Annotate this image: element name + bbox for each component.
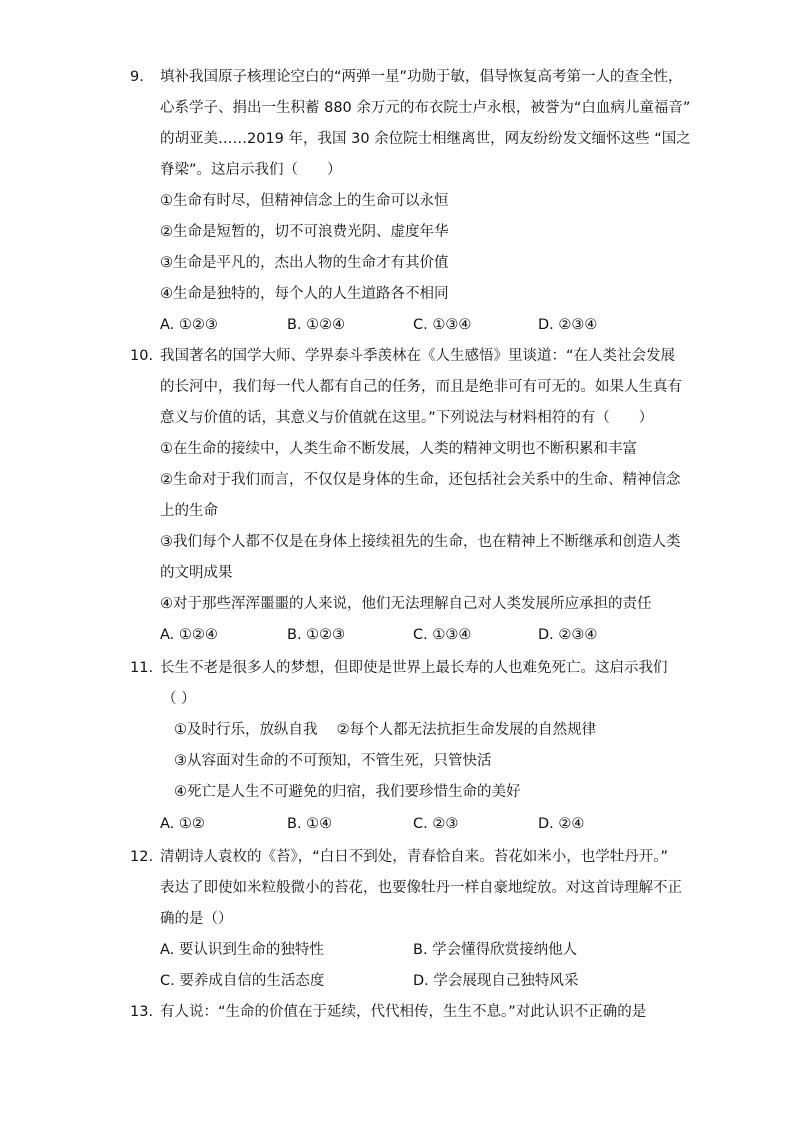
statement-item: ②生命是短暂的，切不可浪费光阴、虚度年华 (160, 224, 449, 240)
choice-a[interactable]: A. ①②④ (160, 627, 218, 643)
question-number: 10. (130, 348, 154, 364)
statement-item: ③生命是平凡的，杰出人物的生命才有其价值 (160, 255, 449, 271)
choice-d[interactable]: D. ②③④ (538, 627, 598, 643)
statement-item-continued: 的文明成果 (160, 565, 233, 581)
choice-b[interactable]: B. ①②③ (287, 627, 346, 643)
statement-item: ④对于那些浑浑噩噩的人来说，他们无法理解自己对人类发展所应承担的责任 (160, 596, 652, 612)
question-text-line: 确的是（） (160, 911, 233, 927)
choice-c[interactable]: C. ①③④ (413, 627, 472, 643)
question-text-line: 的长河中，我们每一代人都有自己的任务，而且是绝非可有可无的。如果人生真有 (160, 379, 682, 395)
question-text-line: 的胡亚美……2019 年，我国 30 余位院士相继离世，网友纷纷发文缅怀这些 “国之 (160, 131, 691, 147)
question-text-line: 长生不老是很多人的梦想，但即使是世界上最长寿的人也难免死亡。这启示我们 (160, 660, 668, 676)
question-number: 12. (130, 849, 154, 865)
choice-d[interactable]: D. 学会展现自己独特风采 (413, 973, 579, 989)
choice-a[interactable]: A. ①②③ (160, 317, 218, 333)
statement-item: ①生命有时尽，但精神信念上的生命可以永恒 (160, 193, 449, 209)
choice-b[interactable]: B. 学会懂得欣赏接纳他人 (413, 942, 578, 958)
statement-item: ③我们每个人都不仅是在身体上接续祖先的生命，也在精神上不断继承和创造人类 (160, 534, 681, 550)
choice-c[interactable]: C. 要养成自信的生活态度 (160, 973, 325, 989)
question-text-line: 清朝诗人袁枚的《苔》，“白日不到处，青春恰自来。苔花如米小，也学牡丹开。” (160, 849, 669, 865)
question-text-line: 填补我国原子核理论空白的“两弹一星”功勋于敏，倡导恢复高考第一人的查全性， (160, 69, 683, 85)
statement-item: ③从容面对生命的不可预知，不管生死，只管快活 (174, 753, 492, 769)
choice-a[interactable]: A. ①② (160, 816, 205, 832)
question-text-line: 意义与价值的话，其意义与价值就在这里。”下列说法与材料相符的有（ ） (160, 410, 654, 426)
statement-item-continued: 上的生命 (160, 503, 218, 519)
question-text-line: 表达了即使如米粒般微小的苔花，也要像牡丹一样自豪地绽放。对这首诗理解不正 (160, 880, 682, 896)
question-number: 13. (130, 1004, 154, 1020)
question-number: 9. (130, 69, 144, 85)
choice-b[interactable]: B. ①④ (287, 816, 333, 832)
question-text-line: 有人说：“生命的价值在于延续，代代相传，生生不息。”对此认识不正确的是 (160, 1004, 647, 1020)
statement-item: ①及时行乐，放纵自我 ②每个人都无法抗拒生命发展的自然规律 (174, 722, 597, 738)
question-text-line: 心系学子、捐出一生积蓄 880 余万元的布衣院士卢永根，被誉为“白血病儿童福音” (160, 100, 691, 116)
choice-b[interactable]: B. ①②④ (287, 317, 346, 333)
question-number: 11. (130, 660, 154, 676)
answer-bracket: （ ） (162, 691, 196, 707)
statement-item: ①在生命的接续中，人类生命不断发展，人类的精神文明也不断积累和丰富 (160, 441, 637, 457)
question-text-line: 我国著名的国学大师、学界泰斗季羡林在《人生感悟》里谈道：“在人类社会发展 (160, 348, 676, 364)
statement-item: ④死亡是人生不可避免的归宿，我们要珍惜生命的美好 (174, 784, 521, 800)
choice-c[interactable]: C. ②③ (413, 816, 459, 832)
choice-d[interactable]: D. ②③④ (538, 317, 598, 333)
choice-c[interactable]: C. ①③④ (413, 317, 472, 333)
choice-a[interactable]: A. 要认识到生命的独特性 (160, 942, 324, 958)
statement-item: ②生命对于我们而言，不仅仅是身体的生命，还包括社会关系中的生命、精神信念 (160, 472, 681, 488)
question-text-line: 脊梁”。这启示我们（ ） (160, 162, 342, 178)
choice-d[interactable]: D. ②④ (538, 816, 585, 832)
statement-item: ④生命是独特的，每个人的人生道路各不相同 (160, 286, 449, 302)
